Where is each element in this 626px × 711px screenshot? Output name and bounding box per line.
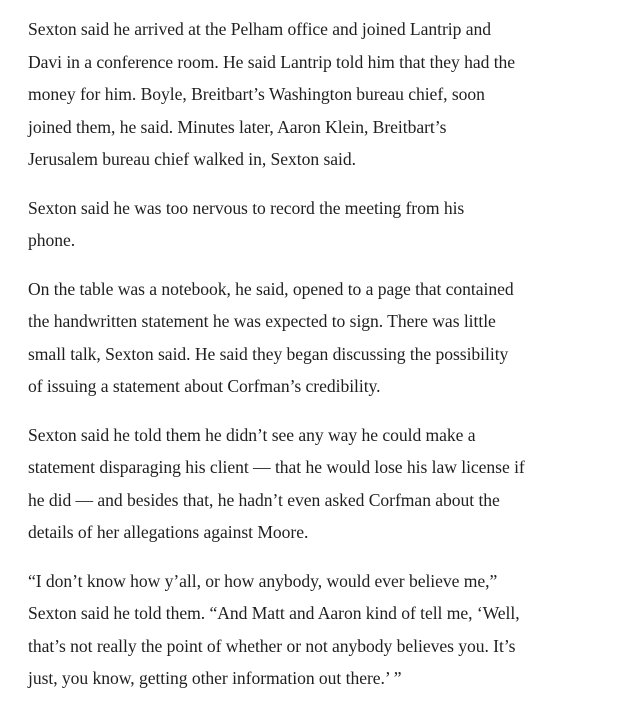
paragraph-line: phone. xyxy=(28,230,76,250)
paragraph-line: that’s not really the point of whether or not anybody believes you. It’s xyxy=(28,635,516,656)
paragraph-line: statement disparaging his client — that he would lose his law license if xyxy=(28,457,525,477)
paragraph-line: of issuing a statement about Corfman’s credibility. xyxy=(28,376,381,396)
paragraph-5 xyxy=(28,565,618,695)
paragraph-3 xyxy=(28,273,618,403)
paragraph-line: Sexton said he told them he didn’t see any way he could make a xyxy=(28,424,476,445)
paragraph-line: Davi in a conference room. He said Lantrip told him that they had the xyxy=(28,51,516,72)
paragraph-line: On the table was a notebook, he said, opened to a page that contained xyxy=(28,278,514,299)
paragraph-2 xyxy=(28,192,618,257)
paragraph-line: joined them, he said. Minutes later, Aaron Klein, Breitbart’s xyxy=(28,116,447,137)
paragraph-line: small talk, Sexton said. He said they began discussing the possibility xyxy=(28,343,509,364)
paragraph-line: the handwritten statement he was expected to sign. There was little xyxy=(28,311,496,331)
paragraph-line: Sexton said he was too nervous to record the meeting from his xyxy=(28,197,465,218)
paragraph-4 xyxy=(28,419,618,549)
paragraph-line: Jerusalem bureau chief walked in, Sexton said. xyxy=(28,149,356,169)
paragraph-line: Sexton said he arrived at the Pelham office and joined Lantrip and xyxy=(28,19,491,39)
paragraph-1 xyxy=(28,13,618,176)
paragraph-line: he did — and besides that, he hadn’t even asked Corfman about the xyxy=(28,489,500,510)
paragraph-line: just, you know, getting other information out there.’ ” xyxy=(28,668,402,688)
paragraph-line: Sexton said he told them. “And Matt and Aaron kind of tell me, ‘Well, xyxy=(28,603,520,623)
paragraph-line: details of her allegations against Moore. xyxy=(28,522,309,542)
paragraph-line: “I don’t know how y’all, or how anybody, would ever believe me,” xyxy=(28,570,498,591)
paragraph-line: money for him. Boyle, Breitbart’s Washington bureau chief, soon xyxy=(28,84,485,104)
